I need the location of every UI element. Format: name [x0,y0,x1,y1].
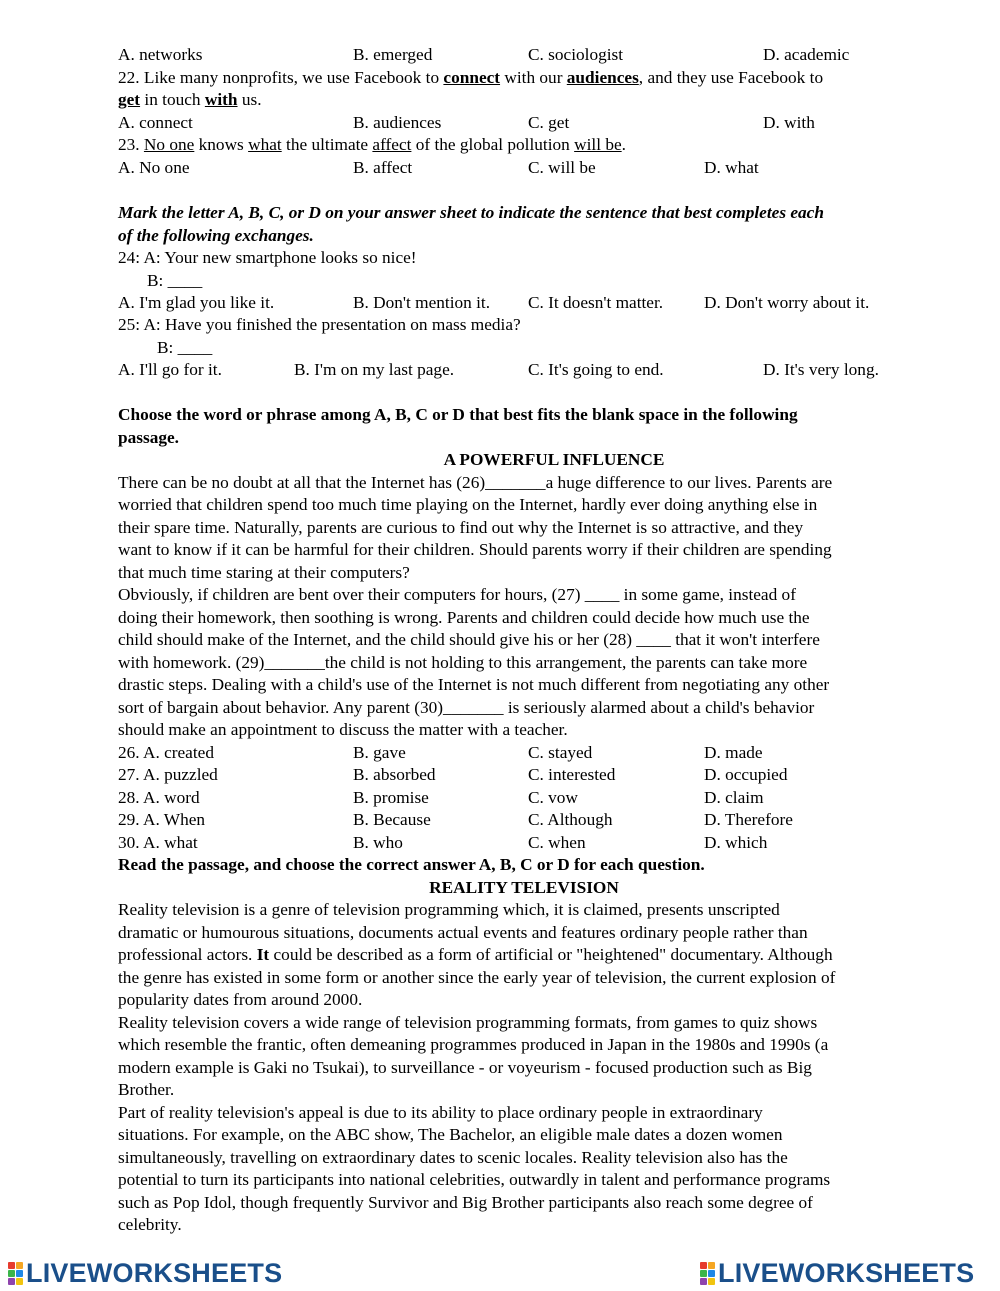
q22-stem-line1: 22. Like many nonprofits, we use Facebook to connect with our audiences, and they use Facebook to [118,68,824,87]
option-28-d: D. claim [704,788,764,807]
liveworksheets-logo-text: LIVEWORKSHEETS [26,1257,283,1288]
option-28-b: B. promise [353,788,429,807]
liveworksheets-logo-right[interactable] [700,1258,974,1288]
exchange-instructions-line1: Mark the letter A, B, C, or D on your answer sheet to indicate the sentence that best completes each [118,203,824,222]
reading-instructions: Read the passage, and choose the correct answer A, B, C or D for each question. [118,855,705,874]
option-29-a: 29. A. When [118,810,206,829]
q22-option-b: B. audiences [353,113,442,132]
option-30-b: B. who [353,833,403,852]
passage1-title: A POWERFUL INFLUENCE [443,450,665,469]
q24-option-b: B. Don't mention it. [353,293,491,312]
liveworksheets-logo-icon [8,1262,23,1285]
q23-underlined-will-be: will be [574,135,622,154]
passage2-line: dramatic or humourous situations, documents actual events and features ordinary people rather than [118,923,808,942]
cloze-instructions-line2: passage. [118,428,179,447]
passage1-line: should make an appointment to discuss the matter with a teacher. [118,720,568,739]
q23-option-b: B. affect [353,158,413,177]
liveworksheets-logo-left[interactable] [8,1258,282,1288]
q25-option-b: B. I'm on my last page. [294,360,455,379]
passage2-line: potential to turn its participants into national celebrities, outwardly in talent and performance programs [118,1170,831,1189]
q23-underlined-affect: affect [372,135,412,154]
option-30-d: D. which [704,833,768,852]
q22-stem-line2: get in touch with us. [118,90,262,109]
passage2-line: celebrity. [118,1215,182,1234]
q24-speaker-a: 24: A: Your new smartphone looks so nice! [118,248,417,267]
passage1-line: that much time staring at their computers? [118,563,410,582]
passage1-line: want to know if it can be harmful for their children. Should parents worry if their children are spending [118,540,832,559]
passage2-line: Reality television is a genre of television programming which, it is claimed, presents unscripted [118,900,780,919]
option-27-d: D. occupied [704,765,788,784]
passage1-line: doing their homework, then soothing is wrong. Parents and children could decide how much use the [118,608,810,627]
q24-speaker-b: B: ____ [147,271,203,290]
option-27-c: C. interested [528,765,616,784]
passage2-line: Brother. [118,1080,175,1099]
q22-option-a: A. connect [118,113,193,132]
worksheet-page [118,0,933,1250]
q23-option-c: C. will be [528,158,596,177]
passage2-line: situations. For example, on the ABC show, The Bachelor, an eligible male dates a dozen women [118,1125,783,1144]
q23-option-a: A. No one [118,158,190,177]
passage2-line: popularity dates from around 2000. [118,990,363,1009]
option-28-c: C. vow [528,788,578,807]
passage2-line: Reality television covers a wide range of television programming formats, from games to quiz shows [118,1013,818,1032]
q21-option-d: D. academic [763,45,850,64]
option-28-a: 28. A. word [118,788,200,807]
option-27-b: B. absorbed [353,765,436,784]
q22-underlined-audiences: audiences [566,68,639,87]
passage1-line: sort of bargain about behavior. Any parent (30)_______ is seriously alarmed about a child's behavior [118,698,815,717]
option-29-d: D. Therefore [704,810,793,829]
q24-option-d: D. Don't worry about it. [704,293,870,312]
option-29-c: C. Although [528,810,613,829]
passage2-line: the genre has existed in some form or another since the early year of television, the current explosion of [118,968,836,987]
passage1-line: Obviously, if children are bent over their computers for hours, (27) ____ in some game, instead of [118,585,796,604]
passage2-line: simultaneously, travelling on extraordinary dates to scenic locales. Reality television also has the [118,1148,788,1167]
q22-underlined-get: get [118,90,141,109]
q21-option-b: B. emerged [353,45,433,64]
passage2-line: Part of reality television's appeal is due to its ability to place ordinary people in extraordinary [118,1103,763,1122]
passage2-title: REALITY TELEVISION [429,878,619,897]
cloze-instructions-line1: Choose the word or phrase among A, B, C or D that best fits the blank space in the following [118,405,798,424]
option-29-b: B. Because [353,810,431,829]
passage1-line: worried that children spend too much time playing on the Internet, hardly ever doing anything else in [118,495,818,514]
option-26-b: B. gave [353,743,406,762]
passage1-line: drastic steps. Dealing with a child's use of the Internet is not much different from negotiating any other [118,675,830,694]
q25-speaker-a: 25: A: Have you finished the presentation on mass media? [118,315,521,334]
q21-option-a: A. networks [118,45,203,64]
q23-underlined-no-one: No one [143,135,195,154]
q23-underlined-what: what [248,135,282,154]
option-26-a: 26. A. created [118,743,214,762]
option-26-c: C. stayed [528,743,593,762]
passage2-line: which resemble the frantic, often demeaning programmes produced in Japan in the 1980s and 1990s (a [118,1035,829,1054]
passage1-line: their spare time. Naturally, parents are curious to find out why the Internet is so attractive, and they [118,518,804,537]
q22-option-c: C. get [528,113,570,132]
q23-stem: 23. No one knows what the ultimate affect of the global pollution will be. [118,135,626,154]
passage1-line: with homework. (29)_______the child is not holding to this arrangement, the parents can take more [118,653,808,672]
liveworksheets-logo-text: LIVEWORKSHEETS [718,1257,975,1288]
q25-option-d: D. It's very long. [763,360,879,379]
option-30-c: C. when [528,833,586,852]
q22-underlined-with: with [204,90,238,109]
q24-option-a: A. I'm glad you like it. [118,293,275,312]
passage2-line: professional actors. It could be described as a form of artificial or "heightened" documentary. Although [118,945,833,964]
passage2-line: modern example is Gaki no Tsukai), to surveillance - or voyeurism - focused production such as Big [118,1058,812,1077]
passage1-line: There can be no doubt at all that the Internet has (26)_______a huge difference to our lives. Parents are [118,473,833,492]
q23-option-d: D. what [704,158,759,177]
option-30-a: 30. A. what [118,833,198,852]
option-27-a: 27. A. puzzled [118,765,218,784]
q24-option-c: C. It doesn't matter. [528,293,664,312]
q25-option-c: C. It's going to end. [528,360,664,379]
q25-speaker-b: B: ____ [157,338,213,357]
liveworksheets-logo-icon [700,1262,715,1285]
q21-option-c: C. sociologist [528,45,624,64]
passage2-bold-it: It [256,945,270,964]
q22-underlined-connect: connect [443,68,501,87]
passage2-line: such as Pop Idol, though frequently Survivor and Big Brother participants also reach some degree of [118,1193,813,1212]
exchange-instructions-line2: of the following exchanges. [118,226,314,245]
q22-option-d: D. with [763,113,815,132]
option-26-d: D. made [704,743,763,762]
passage1-line: child should make of the Internet, and the child should give his or her (28) ____ that it won't interfere [118,630,820,649]
q25-option-a: A. I'll go for it. [118,360,222,379]
